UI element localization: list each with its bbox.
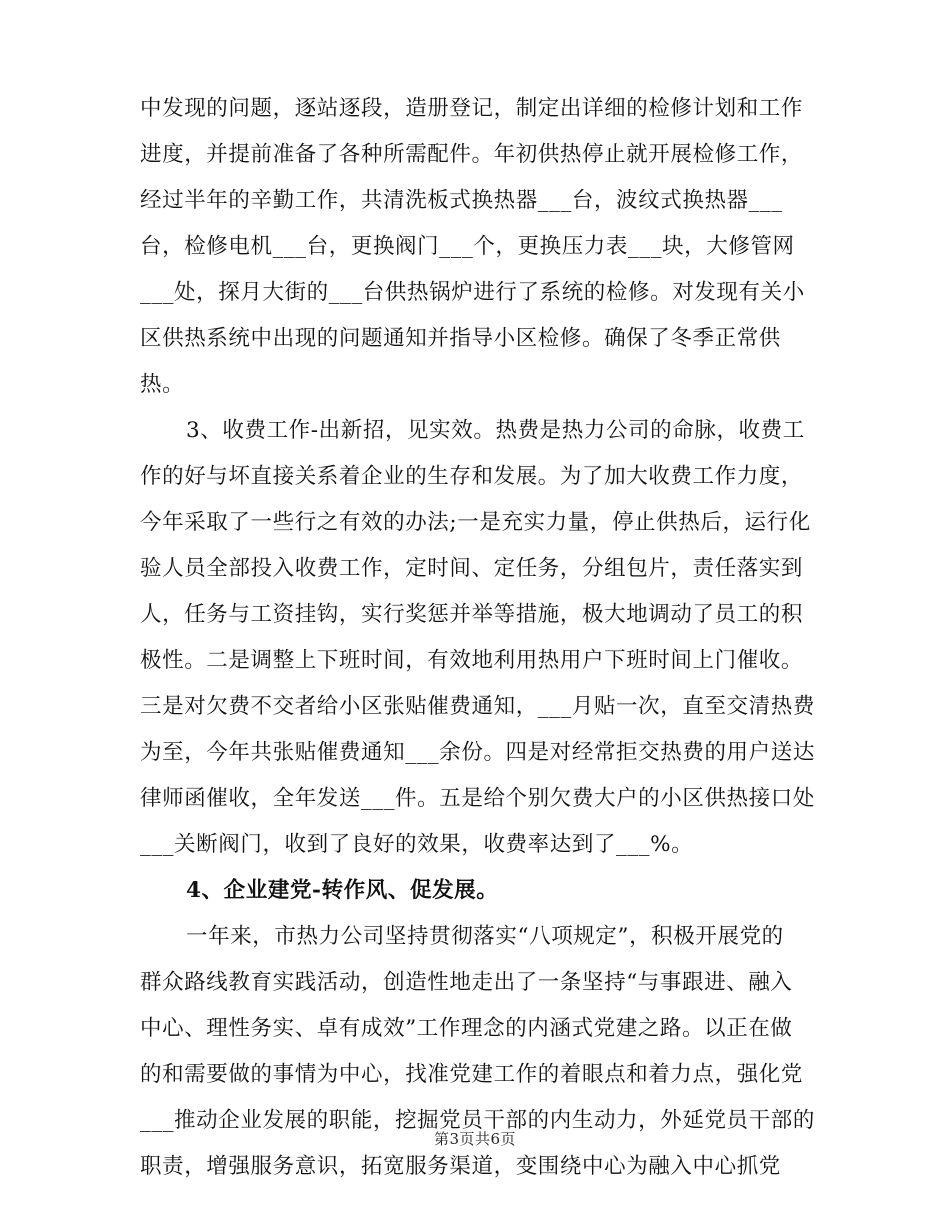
section-heading: 4、企业建党-转作风、促发展。 — [186, 878, 499, 903]
paragraph-start-line: 一年来，市热力公司坚持贯彻落实“八项规定”，积极开展党的 — [186, 924, 784, 949]
text-line: 区供热系统中出现的问题通知并指导小区检修。确保了冬季正常供 — [140, 326, 781, 351]
text-line: 三是对欠费不交者给小区张贴催费通知，___月贴一次，直至交清热费 — [140, 694, 815, 719]
text-line: 的和需要做的事情为中心，找准党建工作的着眼点和着力点，强化党 — [140, 1062, 804, 1087]
text-line: 验人员全部投入收费工作，定时间、定任务，分组包片，责任落实到 — [140, 556, 804, 581]
text-line: 职责，增强服务意识，拓宽服务渠道，变围绕中心为融入中心抓党 — [140, 1154, 781, 1179]
paragraph-start-line: 3、收费工作-出新招，见实效。热费是热力公司的命脉，收费工 — [186, 418, 805, 443]
body-text — [140, 86, 820, 1190]
text-line: 极性。二是调整上下班时间，有效地利用热用户下班时间上门催收。 — [140, 648, 804, 673]
text-line: 今年采取了一些行之有效的办法;一是充实力量，停止供热后，运行化 — [140, 510, 811, 535]
text-line: 人，任务与工资挂钩，实行奖惩并举等措施，极大地调动了员工的积 — [140, 602, 804, 627]
text-line: ___推动企业发展的职能，挖掘党员干部的内生动力，外延党员干部的 — [140, 1108, 815, 1133]
text-line: 为至，今年共张贴催费通知___余份。四是对经常拒交热费的用户送达 — [140, 740, 815, 765]
text-line: 进度，并提前准备了各种所需配件。年初供热停止就开展检修工作， — [140, 142, 804, 167]
text-line: 热。 — [140, 372, 185, 397]
text-line: 经过半年的辛勤工作，共清洗板式换热器___台，波纹式换热器___ — [140, 188, 783, 213]
text-line: ___处，探月大街的___台供热锅炉进行了系统的检修。对发现有关小 — [140, 280, 805, 305]
text-line: 中发现的问题，逐站逐段，造册登记，制定出详细的检修计划和工作 — [140, 96, 804, 121]
text-line: 台，检修电机___台，更换阀门___个，更换压力表___块，大修管网 — [140, 234, 795, 259]
text-line: ___关断阀门，收到了良好的效果，收费率达到了___%。 — [140, 832, 694, 857]
text-line: 律师函催收，全年发送___件。五是给个别欠费大户的小区供热接口处 — [140, 786, 815, 811]
text-line: 作的好与坏直接关系着企业的生存和发展。为了加大收费工作力度， — [140, 464, 804, 489]
text-line: 中心、理性务实、卓有成效”工作理念的内涵式党建之路。以正在做 — [140, 1016, 793, 1041]
text-line: 群众路线教育实践活动，创造性地走出了一条坚持“与事跟进、融入 — [140, 970, 793, 995]
page-number: 第3页共6页 — [433, 1130, 517, 1148]
